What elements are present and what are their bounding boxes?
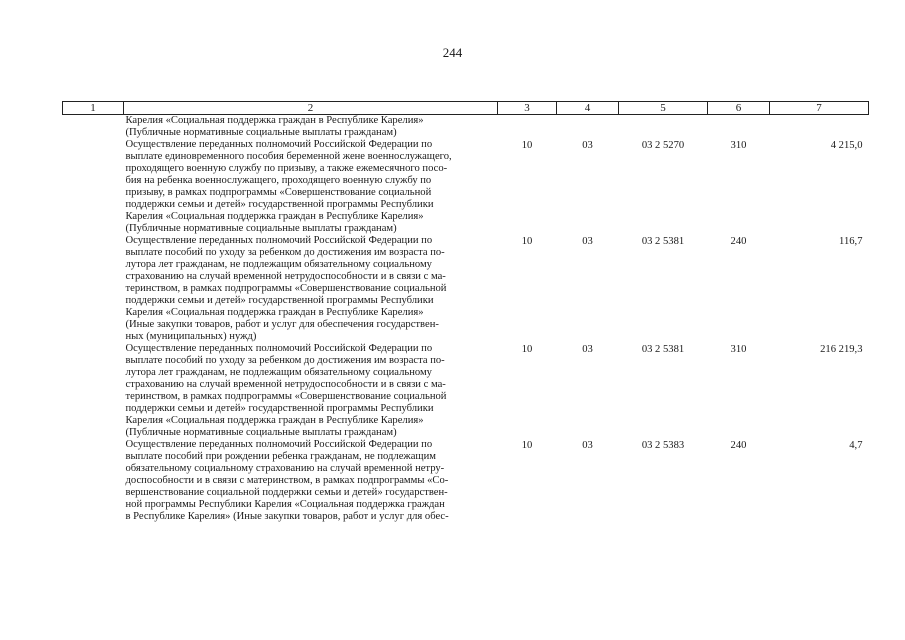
description-line: Осуществление переданных полномочий Российской Федерации по [125,343,433,354]
table-row [63,235,869,343]
subsection-cell: 03 [582,236,593,247]
row-number-cell [63,439,124,523]
description-line: доспособности и в связи с материнством, в рамках подпрограммы «Со- [125,475,449,486]
description-line: теринством, в рамках подпрограммы «Совершенствование социальной [125,391,447,402]
subsection-cell [557,115,619,140]
description-line: Карелия «Социальная поддержка граждан в Республике Карелия» [125,115,424,126]
target-article-cell: 03 2 5270 [641,140,685,151]
table-row [63,115,869,140]
description-line: Карелия «Социальная поддержка граждан в Республике Карелия» [125,415,424,426]
amount-cell: 116,7 [839,236,863,247]
description-line: лутора лет гражданам, не подлежащим обязательному социальному [125,259,432,270]
description-line: ных (муниципальных) нужд) [125,331,257,342]
column-header: 1 [63,102,124,115]
column-header: 2 [124,102,498,115]
subsection-cell: 03 [582,344,593,355]
expense-type-cell: 240 [730,236,747,247]
description-line: призыву, в рамках подпрограммы «Совершенствование социальной [125,187,432,198]
description-line: теринством, в рамках подпрограммы «Совершенствование социальной [125,283,447,294]
row-number-cell [63,343,124,439]
section-cell [498,115,557,140]
description-cell [124,343,498,439]
description-line: Осуществление переданных полномочий Российской Федерации по [125,439,433,450]
table-row [63,343,869,439]
target-article-cell [619,115,708,140]
description-line: Карелия «Социальная поддержка граждан в Республике Карелия» [125,211,424,222]
section-cell: 10 [521,344,533,355]
description-line: (Публичные нормативные социальные выплаты гражданам) [125,427,397,438]
expense-type-cell: 310 [730,344,747,355]
section-cell: 10 [521,236,533,247]
description-line: проходящего военную службу по призыву, а также ежемесячного посо- [125,163,448,174]
amount-cell: 216 219,3 [820,344,863,355]
column-header: 4 [557,102,619,115]
description-line: ной программы Республики Карелия «Социальная поддержка граждан [125,499,445,510]
description-line: (Иные закупки товаров, работ и услуг для обеспечения государствен- [125,319,439,330]
expense-type-cell: 240 [730,440,747,451]
amount-cell: 4,7 [849,440,863,451]
description-line: поддержки семьи и детей» государственной программы Республики [125,295,434,306]
description-line: страхованию на случай временной нетрудоспособности и в связи с ма- [125,271,446,282]
description-line: Карелия «Социальная поддержка граждан в Республике Карелия» [125,307,424,318]
section-cell: 10 [521,440,533,451]
amount-cell [770,115,869,140]
description-line: выплате пособий при рождении ребенка гражданам, не подлежащим [125,451,436,462]
description-line: бия на ребенка военнослужащего, проходящего военную службу по [125,175,432,186]
description-line: Осуществление переданных полномочий Российской Федерации по [125,235,433,246]
budget-table [62,101,869,523]
table-body [63,115,869,524]
column-header: 3 [498,102,557,115]
expense-type-cell [708,115,770,140]
table-header-row [63,102,869,115]
column-header: 7 [770,102,869,115]
subsection-cell: 03 [582,140,593,151]
description-cell [124,439,498,523]
description-line: выплате единовременного пособия беременной жене военнослужащего, [125,151,452,162]
description-line: вершенствование социальной поддержки семьи и детей» государствен- [125,487,448,498]
description-line: страхованию на случай временной нетрудоспособности и в связи с ма- [125,379,446,390]
row-number-cell [63,235,124,343]
description-cell [124,139,498,235]
expense-type-cell: 310 [730,140,747,151]
column-header: 5 [619,102,708,115]
table-row [63,139,869,235]
column-header: 6 [708,102,770,115]
section-cell: 10 [521,140,533,151]
description-cell [124,235,498,343]
row-number-cell [63,115,124,140]
description-line: в Республике Карелия» (Иные закупки товаров, работ и услуг для обес- [125,511,449,522]
table-row [63,439,869,523]
row-number-cell [63,139,124,235]
target-article-cell: 03 2 5383 [641,440,685,451]
page-number: 244 [442,45,463,60]
target-article-cell: 03 2 5381 [641,344,685,355]
description-line: поддержки семьи и детей» государственной программы Республики [125,403,434,414]
description-cell [124,115,498,140]
description-line: лутора лет гражданам, не подлежащим обязательному социальному [125,367,432,378]
description-line: Осуществление переданных полномочий Российской Федерации по [125,139,433,150]
subsection-cell: 03 [582,440,593,451]
description-line: (Публичные нормативные социальные выплаты гражданам) [125,223,397,234]
description-line: (Публичные нормативные социальные выплаты гражданам) [125,127,397,138]
description-line: поддержки семьи и детей» государственной программы Республики [125,199,434,210]
target-article-cell: 03 2 5381 [641,236,685,247]
description-line: выплате пособий по уходу за ребенком до достижения им возраста по- [125,355,445,366]
amount-cell: 4 215,0 [830,140,863,151]
description-line: обязательному социальному страхованию на случай временной нетру- [125,463,445,474]
description-line: выплате пособий по уходу за ребенком до достижения им возраста по- [125,247,445,258]
